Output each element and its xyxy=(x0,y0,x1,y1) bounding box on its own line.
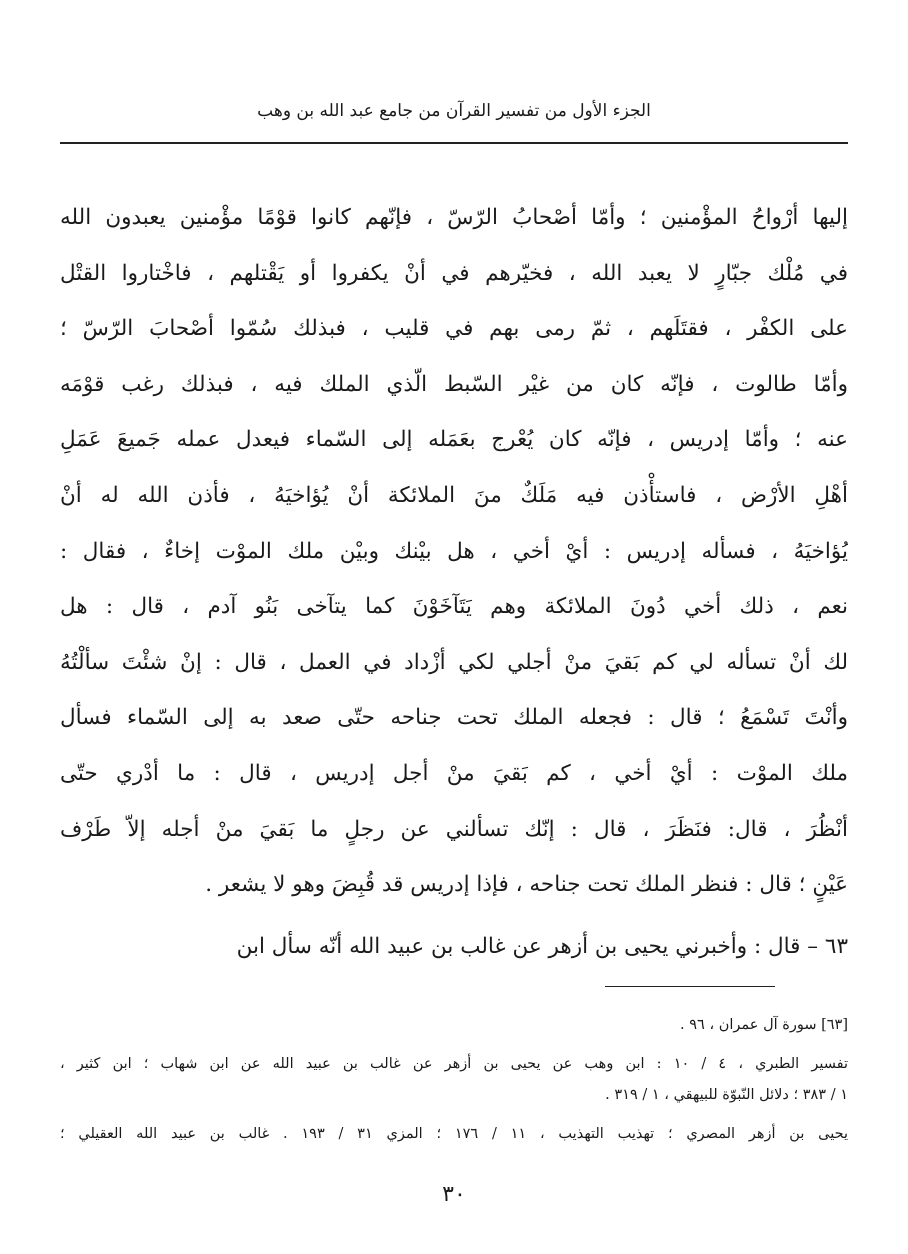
header-rule xyxy=(60,142,848,144)
text-line: يُؤاخيَهُ ، فسأله إدريس : أيْ أخي ، هل بيْنك وبيْن ملك الموْت إخاءٌ ، فقال : xyxy=(60,538,848,564)
text-line: وأنْتَ تَسْمَعُ ؛ قال : فجعله الملك تحت جناحه حتّى صعد به إلى السّماء فسأل xyxy=(60,705,848,731)
text-line: عنه ؛ وأمّا إدريس ، فإنّه كان يُعْرج بعَمَله إلى السّماء فيعدل عمله جَميعَ عَمَلِ xyxy=(60,427,848,453)
footnotes xyxy=(60,1010,848,1150)
main-text xyxy=(60,190,848,974)
footnote-line: يحيى بن أزهر المصري ؛ تهذيب التهذيب ، ١١ / ١٧٦ ؛ المزي ٣١ / ١٩٣ . غالب بن عبيد الله العقيلي ؛ xyxy=(60,1126,848,1142)
text-line: أهْلِ الأرْض ، فاستأْذن فيه مَلَكٌ منَ الملائكة أنْ يُؤاخيَهُ ، فأذن الله له أنْ xyxy=(60,482,848,508)
numbered-paragraph-line: ٦٣ – قال : وأخبرني يحيى بن أزهر عن غالب بن عبيد الله أنّه سأل ابن xyxy=(236,933,848,959)
footnote-line: ١ / ٣٨٣ ؛ دلائل النّبوّة للبيهقي ، ١ / ٣١٩ . xyxy=(605,1087,848,1103)
footnote-line: [٦٣] سورة آل عمران ، ٩٦ . xyxy=(680,1017,848,1033)
text-line: إليها أرْواحُ المؤْمنين ؛ وأمّا أصْحابُ الرّسّ ، فإنّهم كانوا قوْمًا مؤْمنين يعبدون الله xyxy=(60,205,848,230)
footnote-separator xyxy=(605,986,775,987)
text-line: ملك الموْت : أيْ أخي ، كم بَقيَ منْ أجل إدريس ، قال : ما أدْري حتّى xyxy=(60,760,848,786)
text-line: نعم ، ذلك أخي دُونَ الملائكة وهم يَتَآخَوْنَ كما يتآخى بَنُو آدم ، قال : هل xyxy=(60,594,848,620)
text-line: على الكفْر ، فقتَلَهم ، ثمّ رمى بهم في قليب ، فبذلك سُمّوا أصْحابَ الرّسّ ؛ xyxy=(60,316,848,342)
running-header: الجزء الأول من تفسير القرآن من جامع عبد الله بن وهب xyxy=(257,101,651,121)
text-line: في مُلْك جبّارٍ لا يعبد الله ، فخيّرهم في أنْ يكفروا أو يَقْتلهم ، فاخْتاروا القتْل xyxy=(60,260,848,286)
footnote-line: تفسير الطبري ، ٤ / ١٠ : ابن وهب عن يحيى بن أزهر عن غالب بن عبيد الله عن ابن شهاب ؛ ابن كثير ، xyxy=(60,1056,848,1072)
page-number: ٣٠ xyxy=(442,1182,466,1207)
text-line: أنْظُرَ ، قال: فنَظَرَ ، قال : إنّك تسألني عن رجلٍ ما بَقيَ منْ أجله إلاّ طَرْف xyxy=(60,816,848,842)
text-line: عَيْنٍ ؛ قال : فنظر الملك تحت جناحه ، فإذا إدريس قد قُبِضَ وهو لا يشعر . xyxy=(205,872,848,898)
text-line: وأمّا طالوت ، فإنّه كان من غيْر السّبط الّذي الملك فيه ، فبذلك رغب قوْمَه xyxy=(60,371,848,397)
text-line: لك أنْ تسأله لي كم بَقيَ منْ أجلي لكي أزْداد في العمل ، قال : إنْ شئْتَ سألْتُهُ xyxy=(60,649,848,675)
